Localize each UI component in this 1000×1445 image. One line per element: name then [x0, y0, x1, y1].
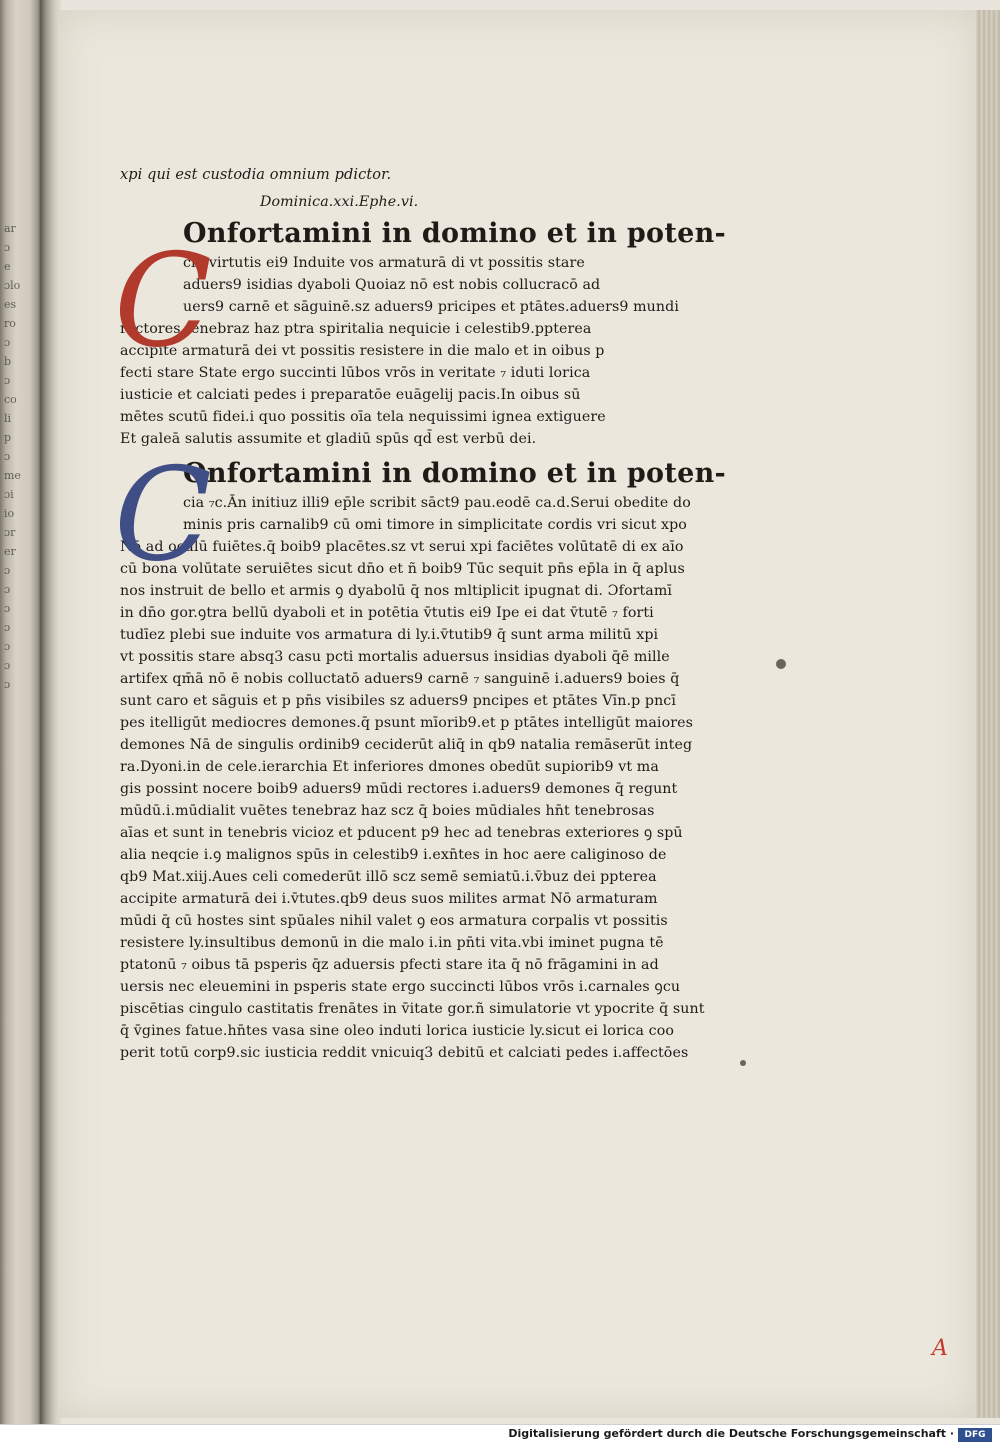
epistle-line: cia virtutis ei9 Induite vos armaturā di vt possitis stare [183, 255, 585, 271]
commentary-paragraph [114, 441, 740, 1064]
main-text-block [114, 162, 740, 1064]
commentary-line: cū bona volūtate seruiētes sicut dn̄o et ñ boib9 Tūc sequit pn̄s ep̄la in q̄ aplus [120, 561, 685, 577]
commentary-line: minis pris carnalib9 cū omi timore in simplicitate cordis vri sicut xpo [183, 517, 687, 533]
commentary-line: artifex qm̄ā nō ē nobis colluctatō aduers9 carnē ₇ sanguinē i.aduers9 boies q̄ [120, 671, 680, 687]
epistle-line: aduers9 isidias dyaboli Quoiaz nō est nobis collucracō ad [183, 277, 601, 293]
commentary-line: Nō ad oculū fuiētes.q̄ boib9 placētes.sz vt serui xpi faciētes volūtatē di ex aīo [120, 539, 684, 555]
epistle-line: fecti stare State ergo succinti lūbos vrōs in veritate ₇ iduti lorica [120, 365, 591, 381]
commentary-line: q̄ v̄gines fatue.hn̄tes vasa sine oleo induti lorica iusticie ly.sicut ei lorica coo [120, 1023, 674, 1039]
commentary-line: tudīez plebi sue induite vos armatura di ly.i.v̄tutib9 q̄ sunt arma militū xpi [120, 627, 659, 643]
footer-credit: Digitalisierung gefördert durch die Deutsche Forschungsgemeinschaft · [508, 1427, 954, 1440]
epistle-line: rectores tenebraz haz ptra spiritalia nequicie i celestib9.ppterea [120, 321, 592, 337]
signature-mark: A [932, 1336, 948, 1361]
ink-stain [740, 1060, 746, 1066]
blue-initial-letter: C [114, 441, 212, 590]
commentary-line: vt possitis stare absq3 casu pcti mortalis aduersus insidias dyaboli q̄ē mille [120, 649, 670, 665]
rubric-heading: Dominica.xxi.Ephe.vi. [260, 194, 419, 210]
red-initial-letter: C [114, 227, 212, 376]
facing-page-marginal-text: ar ɔ e ɔlo es ro ɔ b ɔ co li p ɔ me ɔi io ɔr er ɔ ɔ ɔ ɔ ɔ ɔ ɔ [4, 222, 21, 691]
commentary-line: mūdū.i.mūdialit vuētes tenebraz haz scz q̄ boies mūdiales hn̄t tenebrosas [120, 803, 655, 819]
dfg-logo-icon[interactable]: DFG [958, 1428, 992, 1442]
epistle-line: mētes scutū fidei.i quo possitis oīa tela nequissimi ignea extiguere [120, 409, 606, 425]
commentary-line: piscētias cingulo castitatis frenātes in v̄itate gor.ñ simulatorie vt ypocrite q̄ sunt [120, 1001, 705, 1017]
epistle-line: Et galeā salutis assumite et gladiū spūs qd̄ est verbū dei. [120, 431, 537, 447]
epistle-line: iusticie et calciati pedes i preparatōe euāgelij pacis.In oibus sū [120, 387, 581, 403]
commentary-line: ptatonū ₇ oibus tā psperis q̄z aduersis pfecti stare ita q̄ nō frāgamini in ad [120, 957, 659, 973]
running-header: xpi qui est custodia omnium pdictor. [120, 167, 392, 183]
footer-bar [0, 1424, 1000, 1445]
commentary-line: in dn̄o gor.ꝯtra bellū dyaboli et in potētia v̄tutis ei9 Ipe ei dat v̄tutē ₇ forti [120, 605, 654, 621]
page-edge-stack [976, 10, 1000, 1418]
ink-stain [776, 659, 786, 669]
epistle-line: uers9 carnē et sāguinē.sz aduers9 pricipes et ptātes.aduers9 mundi [183, 299, 679, 315]
commentary-line: cia ₇c.Ān initiuz illi9 ep̄le scribit sāct9 pau.eodē ca.d.Serui obedite do [183, 495, 691, 511]
commentary-line: accipite armaturā dei i.v̄tutes.qb9 deus suos milites armat Nō armaturam [120, 891, 658, 907]
commentary-line: sunt caro et sāguis et p pn̄s visibiles sz aduers9 pncipes et ptātes Vīn.p pncī [120, 693, 676, 709]
commentary-line: alia neqcie i.ꝯ malignos spūs in celestib9 i.exn̄tes in hoc aere caliginoso de [120, 847, 667, 863]
commentary-line: Onfortamini in domino et in poten- [183, 458, 727, 489]
epistle-line: accipite armaturā dei vt possitis resistere in die malo et in oibus p [120, 343, 605, 359]
commentary-line: mūdi q̄ cū hostes sint spūales nihil valet ꝯ eos armatura corpalis vt possitis [120, 913, 668, 929]
commentary-line: ra.Dyoni.in de cele.ierarchia Et inferiores dmones obedūt supiorib9 vt ma [120, 759, 659, 775]
commentary-line: gis possint nocere boib9 aduers9 mūdi rectores i.aduers9 demones q̄ regunt [120, 781, 678, 797]
epistle-line: Onfortamini in domino et in poten- [183, 218, 727, 249]
commentary-line: aīas et sunt in tenebris vicioz et pducent p9 hec ad tenebras exteriores ꝯ spū [120, 825, 683, 841]
epistle-paragraph [114, 216, 740, 450]
facing-page-edge [0, 0, 40, 1424]
commentary-line: uersis nec eleuemini in psperis state ergo succincti lūbos vrōs i.carnales ꝯcu [120, 979, 681, 995]
commentary-line: demones Nā de singulis ordinib9 ceciderūt aliq̄ in qb9 natalia remāserūt integ [120, 737, 693, 753]
commentary-line: qb9 Mat.xiij.Aues celi comederūt illō scz semē semiatū.i.v̄buz dei ppterea [120, 869, 657, 885]
commentary-line: resistere ly.insultibus demonū in die malo i.in pn̄ti vita.vbi iminet pugna tē [120, 935, 664, 951]
commentary-line: nos instruit de bello et armis ꝯ dyabolū q̄ nos mltiplicit ipugnat di. Ɔfortamī [120, 583, 673, 599]
commentary-line: perit totū corp9.sic iusticia reddit vnicuiq3 debitū et calciati pedes i.affectōes [120, 1045, 689, 1061]
commentary-line: pes itelligūt mediocres demones.q̄ psunt mīorib9.et p ptātes intelligūt maiores [120, 715, 693, 731]
